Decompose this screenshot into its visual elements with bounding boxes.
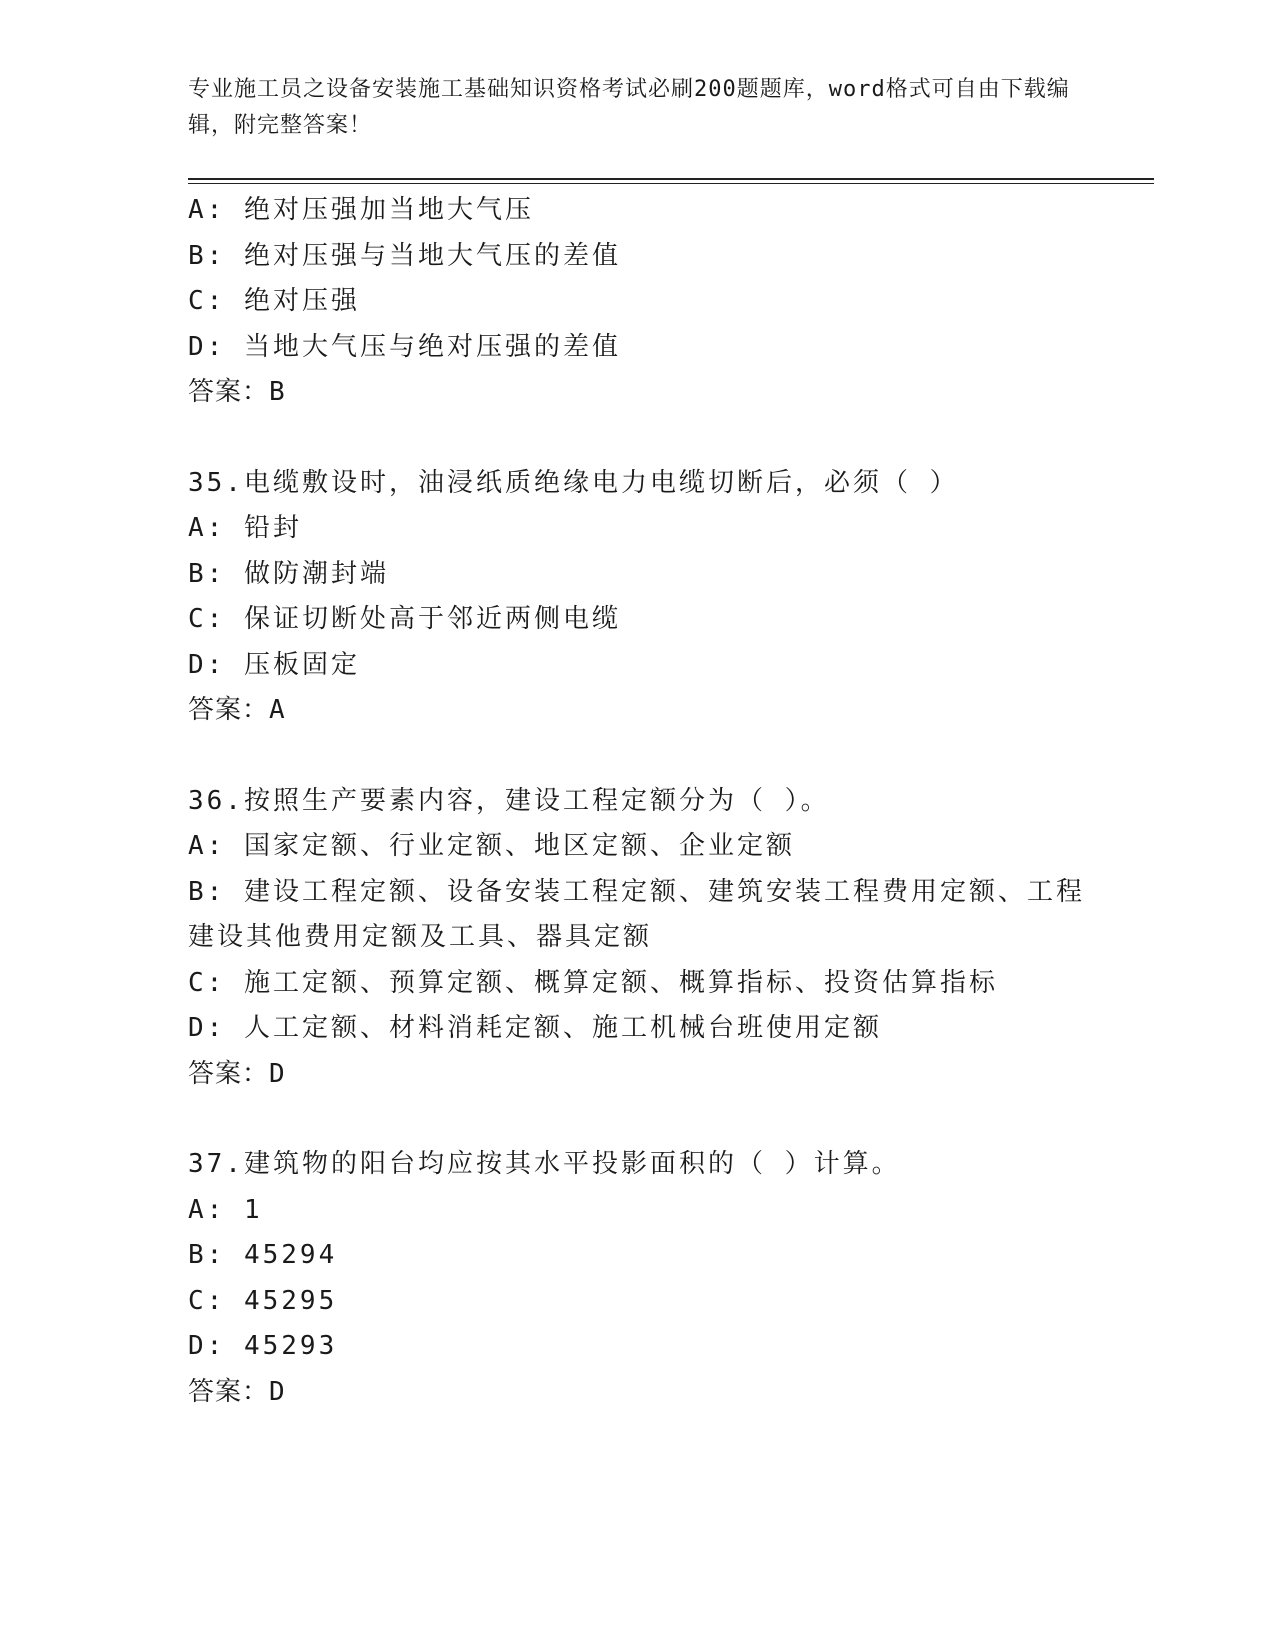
option-b: B: 建设工程定额、设备安装工程定额、建筑安装工程费用定额、工程建设其他费用定额及工具、器具定额 [188, 876, 1085, 952]
option-a: A: 国家定额、行业定额、地区定额、企业定额 [188, 831, 795, 861]
question-block-37 [188, 1142, 1088, 1415]
question-text: 36.按照生产要素内容，建设工程定额分为（ ）。 [188, 785, 830, 816]
option-d: D: 压板固定 [188, 649, 360, 680]
answer-line: 答案：D [188, 1058, 286, 1089]
header-divider-thin [188, 183, 1154, 184]
option-c: C: 45295 [188, 1285, 338, 1316]
answer-line: 答案：D [188, 1376, 286, 1407]
option-d: D: 45293 [188, 1331, 338, 1361]
option-b: B: 绝对压强与当地大气压的差值 [188, 240, 621, 271]
option-b: B: 45294 [188, 1240, 338, 1270]
option-a: A: 1 [188, 1194, 263, 1225]
question-block-35 [188, 461, 1088, 734]
question-block-34 [188, 188, 1088, 416]
option-a: A: 铅封 [188, 513, 302, 543]
option-b: B: 做防潮封端 [188, 558, 389, 589]
option-c: C: 保证切断处高于邻近两侧电缆 [188, 604, 621, 634]
option-c: C: 绝对压强 [188, 286, 360, 316]
option-c: C: 施工定额、预算定额、概算定额、概算指标、投资估算指标 [188, 967, 998, 998]
option-a: A: 绝对压强加当地大气压 [188, 195, 534, 225]
option-d: D: 人工定额、材料消耗定额、施工机械台班使用定额 [188, 1013, 882, 1043]
question-list [188, 188, 1088, 1415]
answer-line: 答案：A [188, 695, 286, 725]
option-d: D: 当地大气压与绝对压强的差值 [188, 331, 621, 362]
answer-line: 答案：B [188, 377, 286, 407]
question-block-36 [188, 779, 1088, 1098]
question-text: 37.建筑物的阳台均应按其水平投影面积的（ ）计算。 [188, 1149, 901, 1179]
document-header: 专业施工员之设备安装施工基础知识资格考试必刷200题题库，word格式可自由下载编辑，附完整答案！ [188, 77, 1070, 138]
question-text: 35.电缆敷设时，油浸纸质绝缘电力电缆切断后，必须（ ） [188, 467, 959, 498]
header-divider-thick [188, 178, 1154, 180]
